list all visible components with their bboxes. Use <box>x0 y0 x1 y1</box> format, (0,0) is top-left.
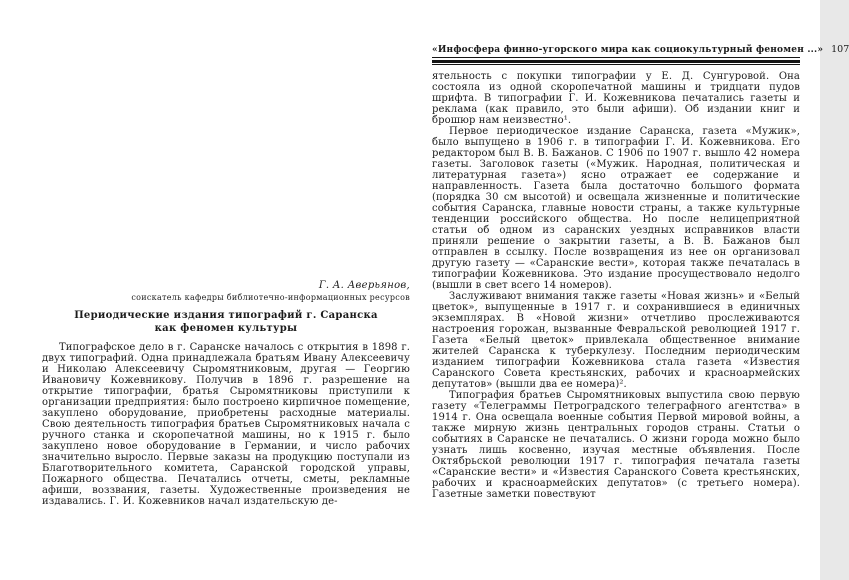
header-rule-thick <box>432 60 800 63</box>
left-page-column <box>42 280 410 507</box>
right-page-body <box>432 71 800 500</box>
header-rule-thin <box>432 64 800 65</box>
paragraph: Заслуживают внимания также газеты «Новая жизнь» и «Белый цветок», выпущенные в 1917 г. и сохранившиеся в единичных экземплярах. В «Новой жизни» отчетливо прослеживаются настроения горожан, вызванные Февральской революцией 1917 г. Газета «Белый цветок» привлекала общественное внимание жителей Саранска к туберкулезу. Последним периодическим изданием типографии Кожевникова стала газета «Известия Саранского Совета крестьянских, рабочих и красноармейских депутатов» (вышли два ее номера)². <box>432 291 800 390</box>
running-header <box>432 44 849 58</box>
paragraph: Типографское дело в г. Саранске началось с открытия в 1898 г. двух типографий. Одна принадлежала братьям Ивану Алексеевичу и Николаю Алексеевичу Сыромятниковым, другая — Георгию Ивановичу Кожевникову. Получив в 1896 г. разрешение на открытие типографии, братья Сыромятниковы приступили к организации предприятия: было построено кирпичное помещение, закуплено оборудование, приобретены расходные материалы. Свою деятельность типография братьев Сыромятниковых начала с ручного станка и скоропечатной машины, но к 1915 г. было закуплено новое оборудование в Германии, и число рабочих значительно выросло. Первые заказы на продукцию поступали из Благотворительного комитета, Саранской городской управы, Пожарного общества. Печатались отчеты, сметы, рекламные афиши, воззвания, газеты. Художественные произведения не издавались. Г. И. Кожевников начал издательскую де- <box>42 342 410 507</box>
paragraph: Типография братьев Сыромятниковых выпустила свою первую газету «Телеграммы Петроградского телеграфного агентства» в 1914 г. Она освещала военные события Первой мировой войны, а также мирную жизнь центральных городов страны. Статьи о событиях в Саранске не печатались. О жизни города можно было узнать лишь косвенно, изучая местные объявления. После Октябрьской революции 1917 г. типография печатала газеты «Саранские вести» и «Известия Саранского Совета крестьянских, рабочих и красноармейских депутатов» (с третьего номера). Газетные заметки повествуют <box>432 390 800 500</box>
left-page-body <box>42 342 410 507</box>
running-header-text: «Инфосфера финно-угорского мира как социокультурный феномен ...» <box>432 45 824 55</box>
page-number: 107 <box>831 44 849 55</box>
article-title-line-2: как феномен культуры <box>154 323 298 334</box>
article-title <box>42 309 410 335</box>
author-name: Г. А. Аверьянов, <box>318 280 410 291</box>
article-title-line-1: Периодические издания типографий г. Саранска <box>74 310 378 321</box>
author-affiliation: соискатель кафедры библиотечно-информационных ресурсов <box>131 293 410 302</box>
right-page-column <box>432 44 849 500</box>
paragraph: ятельность с покупки типографии у Е. Д. Сунгуровой. Она состояла из одной скоропечатной машины и тридцати пудов шрифта. В типографии Г. И. Кожевникова печатались газеты и реклама (как правило, это были афиши). Об издании книг и брошюр нам неизвестно¹. <box>432 71 800 126</box>
paragraph: Первое периодическое издание Саранска, газета «Мужик», было выпущено в 1906 г. в типографии Г. И. Кожевникова. Его редактором был В. В. Бажанов. С 1906 по 1907 г. вышло 42 номера газеты. Заголовок газеты («Мужик. Народная, политическая и литературная газета») ясно отражает ее содержание и направленность. Газета была достаточно большого формата (порядка 30 см высотой) и освещала жизненные и политические события Саранска, главные новости страны, а также культурные тенденции российского общества. Но после нелицеприятной статьи об одном из саранских уездных исправников власти приняли решение о закрытии газеты, а В. В. Бажанов был отправлен в ссылку. После возвращения из нее он организовал другую газету — «Саранские вести», которая также печаталась в типографии Кожевникова. Это издание просуществовало недолго (вышли в свет всего 14 номеров). <box>432 126 800 291</box>
